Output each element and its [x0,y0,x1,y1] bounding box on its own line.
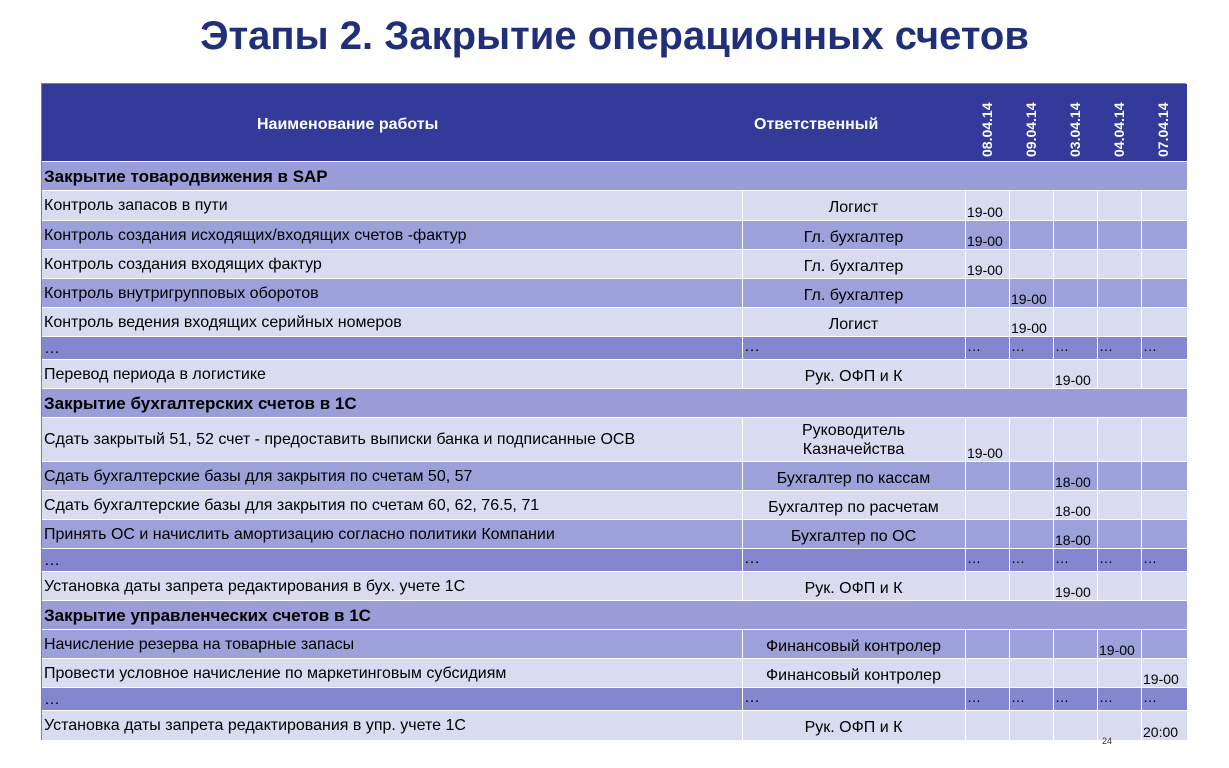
cell-divider [965,418,966,461]
table-row [42,249,1187,278]
cell-divider [1141,549,1142,571]
page-number: 24 [1102,736,1113,746]
cell-divider [1141,308,1142,336]
table-row [42,658,1187,687]
responsible: … [744,689,760,706]
deadline-mark: 19-00 [1011,320,1047,336]
cell-divider [1097,308,1098,336]
work-name: Сдать бухгалтерские базы для закрытия по счетам 50, 57 [44,467,473,485]
header-date-4: 04.04.14 [1111,102,1127,157]
table-row [42,461,1187,490]
cell-divider [1097,462,1098,490]
cell-divider [965,659,966,687]
cell-divider [1009,360,1010,388]
cell-divider [1097,491,1098,519]
cell-divider [965,221,966,249]
cell-divider [1141,630,1142,658]
deadline-mark: 19-00 [967,233,1003,249]
responsible: Гл. бухгалтер [803,257,904,275]
table-row [42,190,1187,220]
cell-divider [1009,572,1010,600]
cell-divider [1009,308,1010,336]
deadline-mark: 19-00 [1011,291,1047,307]
cell-divider [1141,520,1142,548]
header-responsible-column: Ответственный [754,116,879,133]
cell-divider [1009,491,1010,519]
table-row [42,571,1187,600]
work-name: Установка даты запрета редактирования в бух. учете 1С [44,577,466,595]
schedule-table [41,83,1186,740]
cell-divider [1141,279,1142,307]
cell-divider [1141,688,1142,710]
deadline-mark: … [1055,550,1069,566]
work-name: Провести условное начисление по маркетинговым субсидиям [44,664,507,682]
cell-divider [965,191,966,220]
work-name: … [44,339,60,357]
cell-divider [1009,462,1010,490]
header-date-2: 09.04.14 [1023,102,1039,157]
cell-divider [1141,572,1142,600]
cell-divider [742,549,743,571]
deadline-mark: 19-00 [1055,372,1091,388]
cell-divider [965,462,966,490]
cell-divider [1141,659,1142,687]
cell-divider [1097,279,1098,307]
deadline-mark: 19-00 [1143,671,1179,687]
cell-divider [1097,572,1098,600]
cell-divider [1053,688,1054,710]
deadline-mark: … [967,550,981,566]
work-name: Контроль запасов в пути [44,197,228,214]
work-name: … [44,551,60,569]
cell-divider [965,688,966,710]
cell-divider [1009,221,1010,249]
cell-divider [1053,279,1054,307]
work-name: Контроль ведения входящих серийных номеров [44,313,402,331]
cell-divider [1009,688,1010,710]
responsible: Бухгалтер по расчетам [768,498,939,516]
header-date-5: 07.04.14 [1155,102,1171,157]
responsible: Бухгалтер по кассам [776,469,931,487]
table-header [42,84,1187,161]
responsible: Логист [828,199,879,216]
cell-divider [1053,491,1054,519]
table-row [42,278,1187,307]
cell-divider [1053,659,1054,687]
deadline-mark: … [1099,689,1113,705]
work-name: Принять ОС и начислить амортизацию согласно политики Компании [44,525,555,543]
responsible: … [744,338,760,355]
responsible: Рук. ОФП и К [804,579,903,597]
cell-divider [1141,418,1142,461]
section-title: Закрытие управленческих счетов в 1С [44,605,371,625]
cell-divider [1009,191,1010,220]
responsible: Рук. ОФП и К [804,719,903,736]
table-row [42,220,1187,249]
work-name: Перевод периода в логистике [44,365,266,383]
cell-divider [1009,418,1010,461]
responsible: Рук. ОФП и К [804,367,903,385]
deadline-mark: … [967,338,981,354]
cell-divider [1097,659,1098,687]
deadline-mark: 19-00 [1055,584,1091,600]
table-row [42,519,1187,548]
work-name: Начисление резерва на товарные запасы [44,635,355,653]
responsible: Руководитель Казначейства [801,422,906,458]
cell-divider [1009,250,1010,278]
cell-divider [1009,659,1010,687]
table-row [42,336,1187,359]
deadline-mark: … [967,689,981,705]
cell-divider [1009,711,1010,740]
cell-divider [1053,462,1054,490]
cell-divider [1053,520,1054,548]
cell-divider [1009,279,1010,307]
cell-divider [1097,191,1098,220]
cell-divider [965,711,966,740]
cell-divider [965,549,966,571]
table-row [42,687,1187,710]
cell-divider [1097,418,1098,461]
cell-divider [1097,221,1098,249]
cell-divider [1097,337,1098,359]
cell-divider [965,337,966,359]
cell-divider [965,520,966,548]
cell-divider [1141,221,1142,249]
section-row-buh [42,388,1187,417]
deadline-mark: … [1143,689,1157,705]
section-title: Закрытие товародвижения в SAP [44,166,328,186]
table-row [42,490,1187,519]
cell-divider [1053,191,1054,220]
responsible: Финансовый контролер [766,637,941,655]
cell-divider [1141,462,1142,490]
responsible: Гл. бухгалтер [803,228,904,246]
work-name: Контроль создания исходящих/входящих счетов -фактур [44,226,467,244]
responsible: … [744,550,760,567]
table-row [42,710,1187,740]
cell-divider [1097,630,1098,658]
cell-divider [1053,418,1054,461]
cell-divider [965,308,966,336]
cell-divider [1141,491,1142,519]
work-name: Контроль создания входящих фактур [44,255,322,273]
cell-divider [1053,360,1054,388]
cell-divider [965,491,966,519]
table-row [42,629,1187,658]
cell-divider [965,250,966,278]
table-row [42,307,1187,336]
cell-divider [1053,250,1054,278]
cell-divider [1141,250,1142,278]
work-name: … [44,690,60,708]
cell-divider [1053,711,1054,740]
work-name: Сдать закрытый 51, 52 счет - предоставить выписки банка и подписанные ОСВ [44,431,636,448]
cell-divider [1053,221,1054,249]
deadline-mark: … [1055,689,1069,705]
deadline-mark: 18-00 [1055,532,1091,548]
table-row [42,417,1187,461]
deadline-mark: … [1055,338,1069,354]
work-name: Установка даты запрета редактирования в упр. учете 1С [44,717,466,734]
cell-divider [1097,520,1098,548]
deadline-mark: … [1011,338,1025,354]
cell-divider [1097,250,1098,278]
deadline-mark: 19-00 [1099,642,1135,658]
cell-divider [1009,630,1010,658]
cell-divider [1009,549,1010,571]
cell-divider [965,279,966,307]
cell-divider [1097,360,1098,388]
responsible: Финансовый контролер [766,666,941,684]
deadline-mark: 20:00 [1143,724,1179,740]
work-name: Контроль внутригрупповых оборотов [44,284,319,302]
cell-divider [1141,360,1142,388]
deadline-mark: … [1143,338,1157,354]
cell-divider [1141,191,1142,220]
responsible: Бухгалтер по ОС [790,527,917,545]
cell-divider [1053,549,1054,571]
deadline-mark: 19-00 [967,445,1003,461]
header-date-3: 03.04.14 [1067,102,1083,157]
responsible: Гл. бухгалтер [803,286,904,304]
deadline-mark: … [1143,550,1157,566]
cell-divider [965,572,966,600]
cell-divider [1009,337,1010,359]
deadline-mark: … [1011,550,1025,566]
cell-divider [1097,549,1098,571]
cell-divider [1053,337,1054,359]
deadline-mark: 18-00 [1055,474,1091,490]
header-work-column: Наименование работы [257,116,439,133]
cell-divider [742,688,743,710]
responsible: Логист [828,315,879,333]
cell-divider [1097,688,1098,710]
cell-divider [742,337,743,359]
deadline-mark: 19-00 [967,204,1003,220]
cell-divider [965,360,966,388]
cell-divider [1009,520,1010,548]
deadline-mark: … [1099,550,1113,566]
cell-divider [1053,572,1054,600]
table-row [42,359,1187,388]
section-row-upr [42,600,1187,629]
deadline-mark: 18-00 [1055,503,1091,519]
page-title: Этапы 2. Закрытие операционных счетов [200,14,1029,58]
cell-divider [1141,337,1142,359]
section-row-sap [42,161,1187,190]
deadline-mark: … [1011,689,1025,705]
cell-divider [1053,630,1054,658]
section-title: Закрытие бухгалтерских счетов в 1С [44,393,357,413]
cell-divider [1141,711,1142,740]
table-row [42,548,1187,571]
deadline-mark: 19-00 [967,262,1003,278]
cell-divider [1097,711,1098,740]
header-date-1: 08.04.14 [979,102,995,157]
cell-divider [965,630,966,658]
deadline-mark: … [1099,338,1113,354]
cell-divider [1053,308,1054,336]
work-name: Сдать бухгалтерские базы для закрытия по счетам 60, 62, 76.5, 71 [44,496,540,514]
